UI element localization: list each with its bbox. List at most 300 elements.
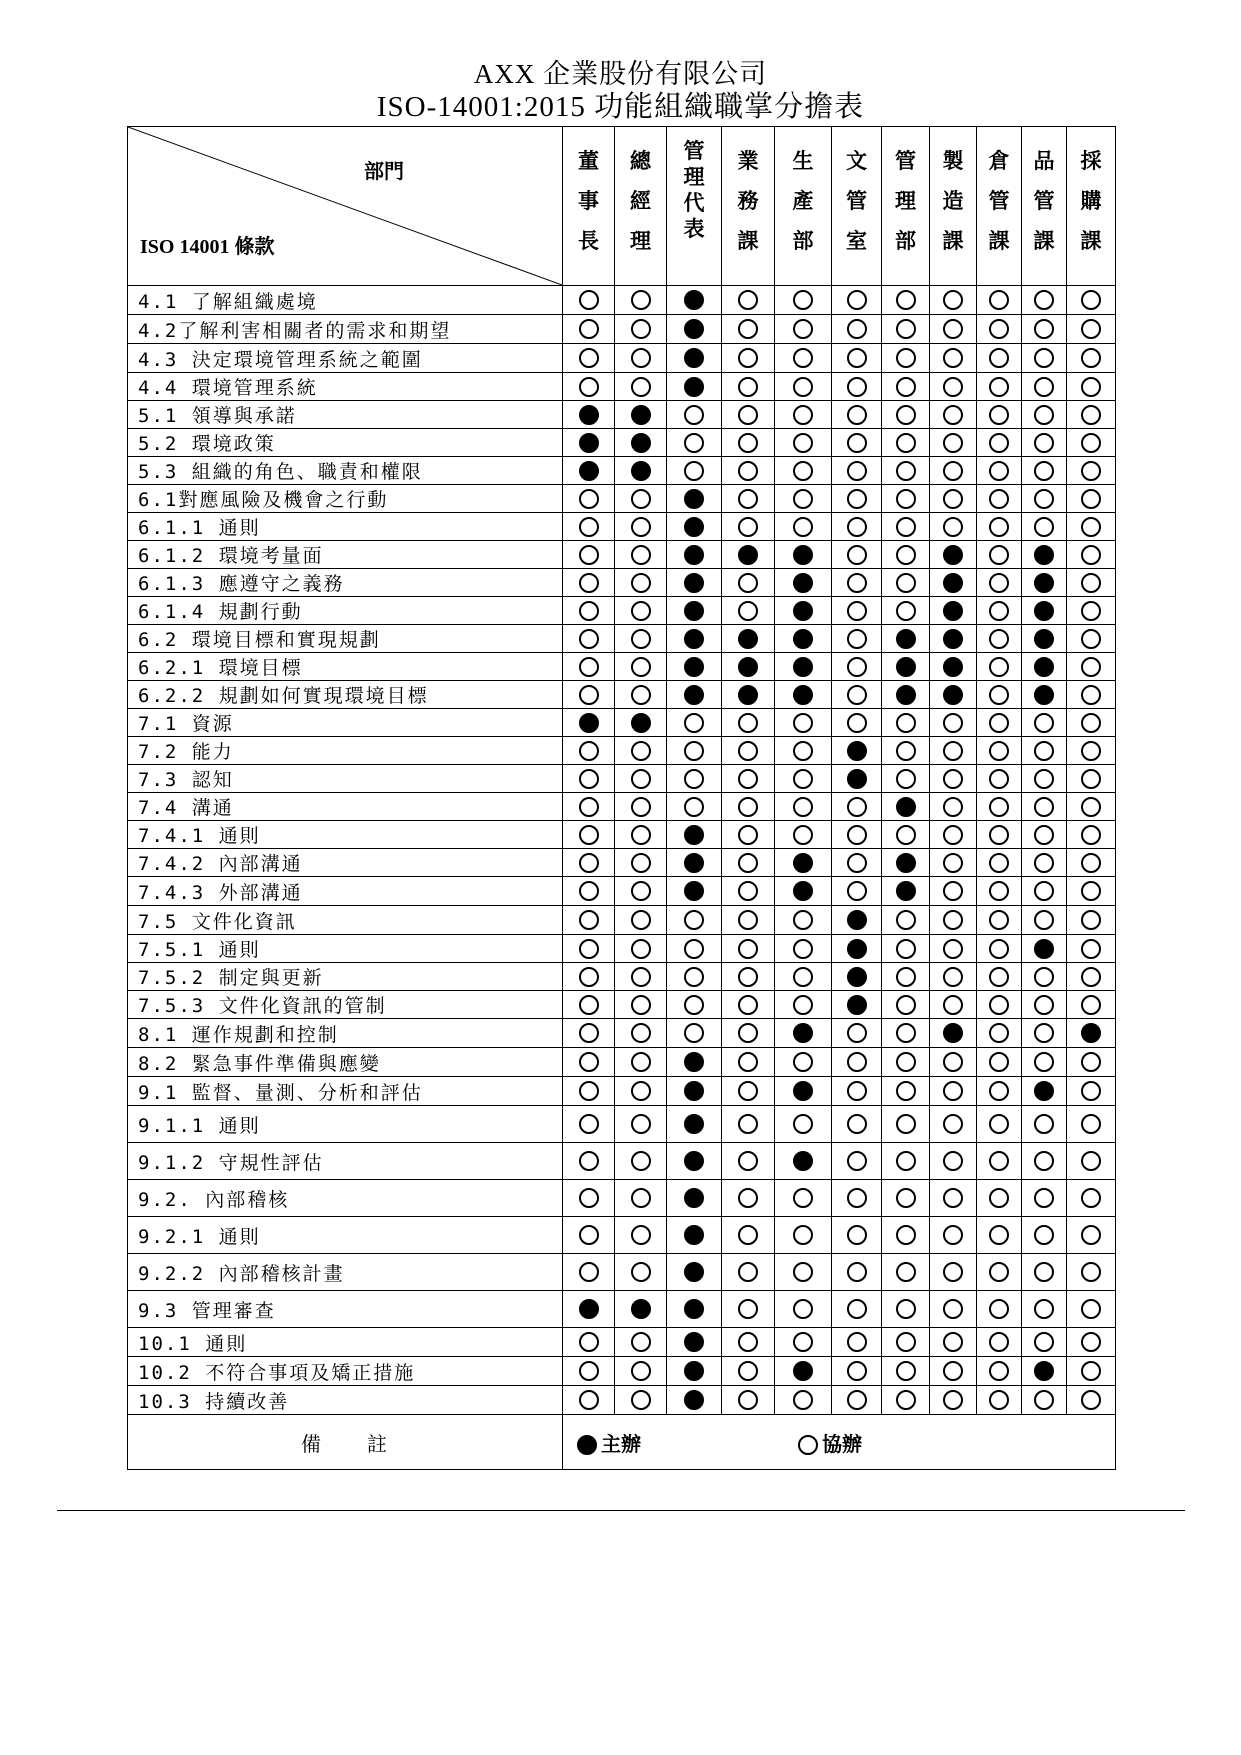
mark-cell bbox=[667, 485, 722, 513]
mark-cell bbox=[615, 709, 667, 737]
mark-cell bbox=[977, 541, 1022, 569]
table-row bbox=[128, 1077, 1116, 1106]
mark-cell bbox=[667, 344, 722, 373]
hollow-circle-icon bbox=[943, 769, 963, 789]
department-char: 務 bbox=[737, 188, 759, 213]
hollow-circle-icon bbox=[847, 517, 867, 537]
table-row bbox=[128, 1048, 1116, 1077]
mark-cell bbox=[882, 1386, 930, 1415]
hollow-circle-icon bbox=[847, 1332, 867, 1352]
department-char: 產 bbox=[792, 188, 814, 213]
hollow-circle-icon bbox=[793, 939, 813, 959]
mark-cell bbox=[667, 906, 722, 935]
mark-cell bbox=[977, 681, 1022, 709]
hollow-circle-icon bbox=[738, 1332, 758, 1352]
mark-cell bbox=[882, 963, 930, 991]
table-row bbox=[128, 935, 1116, 963]
mark-cell bbox=[775, 513, 832, 541]
table-row bbox=[128, 1254, 1116, 1291]
hollow-circle-icon bbox=[989, 910, 1009, 930]
mark-cell bbox=[1022, 1048, 1067, 1077]
hollow-circle-icon bbox=[943, 1361, 963, 1381]
mark-cell bbox=[882, 373, 930, 401]
mark-cell bbox=[930, 765, 977, 793]
hollow-circle-icon bbox=[989, 601, 1009, 621]
filled-circle-icon bbox=[684, 685, 704, 705]
clause-cell: 9.2.2 內部稽核計畫 bbox=[128, 1254, 563, 1291]
hollow-circle-icon bbox=[579, 1023, 599, 1043]
hollow-circle-icon bbox=[684, 769, 704, 789]
filled-circle-icon bbox=[579, 405, 599, 425]
hollow-circle-icon bbox=[738, 939, 758, 959]
table-row bbox=[128, 597, 1116, 625]
hollow-circle-icon bbox=[847, 1023, 867, 1043]
table-row bbox=[128, 765, 1116, 793]
mark-cell bbox=[615, 1048, 667, 1077]
hollow-circle-icon bbox=[1081, 825, 1101, 845]
hollow-circle-icon bbox=[989, 769, 1009, 789]
hollow-circle-icon bbox=[793, 1299, 813, 1319]
mark-cell bbox=[882, 1077, 930, 1106]
table-row bbox=[128, 485, 1116, 513]
filled-circle-icon bbox=[793, 573, 813, 593]
hollow-circle-icon bbox=[847, 1361, 867, 1381]
filled-circle-icon bbox=[738, 685, 758, 705]
mark-cell bbox=[667, 1106, 722, 1143]
hollow-circle-icon bbox=[896, 995, 916, 1015]
hollow-circle-icon bbox=[1081, 769, 1101, 789]
department-char: 課 bbox=[737, 228, 759, 253]
hollow-circle-icon bbox=[1034, 517, 1054, 537]
hollow-circle-icon bbox=[738, 405, 758, 425]
hollow-circle-icon bbox=[1081, 657, 1101, 677]
hollow-circle-icon bbox=[847, 405, 867, 425]
mark-cell bbox=[832, 1254, 882, 1291]
hollow-circle-icon bbox=[579, 657, 599, 677]
clause-cell: 4.2了解利害相關者的需求和期望 bbox=[128, 315, 563, 344]
hollow-circle-icon bbox=[896, 1188, 916, 1208]
hollow-circle-icon bbox=[943, 1262, 963, 1282]
hollow-circle-icon bbox=[989, 939, 1009, 959]
clause-cell: 6.1.4 規劃行動 bbox=[128, 597, 563, 625]
mark-cell bbox=[1067, 401, 1116, 429]
department-header bbox=[1022, 127, 1067, 286]
department-header bbox=[563, 127, 615, 286]
mark-cell bbox=[977, 1217, 1022, 1254]
hollow-circle-icon bbox=[1081, 573, 1101, 593]
mark-cell bbox=[1022, 1254, 1067, 1291]
hollow-circle-icon bbox=[738, 910, 758, 930]
mark-cell bbox=[775, 373, 832, 401]
mark-cell bbox=[832, 1077, 882, 1106]
document-header bbox=[0, 58, 1241, 124]
mark-cell bbox=[1022, 877, 1067, 906]
mark-cell bbox=[930, 709, 977, 737]
mark-cell bbox=[775, 1254, 832, 1291]
mark-cell bbox=[1022, 485, 1067, 513]
hollow-circle-icon bbox=[1034, 1332, 1054, 1352]
mark-cell bbox=[722, 429, 775, 457]
mark-cell bbox=[882, 1291, 930, 1328]
filled-circle-icon bbox=[684, 601, 704, 621]
department-char: 課 bbox=[1080, 228, 1102, 253]
mark-cell bbox=[977, 1106, 1022, 1143]
mark-cell bbox=[1022, 513, 1067, 541]
mark-cell bbox=[977, 286, 1022, 315]
hollow-circle-icon bbox=[943, 939, 963, 959]
filled-circle-icon bbox=[684, 1361, 704, 1381]
hollow-circle-icon bbox=[943, 461, 963, 481]
mark-cell bbox=[832, 991, 882, 1019]
clause-cell: 9.1.2 守規性評估 bbox=[128, 1143, 563, 1180]
mark-cell bbox=[615, 1180, 667, 1217]
hollow-circle-icon bbox=[1081, 517, 1101, 537]
mark-cell bbox=[1022, 963, 1067, 991]
hollow-circle-icon bbox=[896, 769, 916, 789]
filled-circle-icon bbox=[684, 1262, 704, 1282]
mark-cell bbox=[930, 1357, 977, 1386]
mark-cell bbox=[1022, 681, 1067, 709]
mark-cell bbox=[930, 681, 977, 709]
filled-circle-icon bbox=[631, 461, 651, 481]
hollow-circle-icon bbox=[738, 1262, 758, 1282]
hollow-circle-icon bbox=[943, 797, 963, 817]
hollow-circle-icon bbox=[943, 741, 963, 761]
filled-circle-icon bbox=[738, 545, 758, 565]
mark-cell bbox=[832, 315, 882, 344]
mark-cell bbox=[832, 963, 882, 991]
hollow-circle-icon bbox=[579, 797, 599, 817]
clause-cell: 9.3 管理審查 bbox=[128, 1291, 563, 1328]
hollow-circle-icon bbox=[1034, 433, 1054, 453]
mark-cell bbox=[667, 1357, 722, 1386]
hollow-circle-icon bbox=[847, 685, 867, 705]
mark-cell bbox=[930, 1143, 977, 1180]
mark-cell bbox=[667, 963, 722, 991]
hollow-circle-icon bbox=[943, 1332, 963, 1352]
mark-cell bbox=[722, 1143, 775, 1180]
mark-cell bbox=[1022, 765, 1067, 793]
filled-circle-icon bbox=[684, 489, 704, 509]
mark-cell bbox=[1067, 344, 1116, 373]
mark-cell bbox=[1022, 286, 1067, 315]
mark-cell bbox=[930, 1048, 977, 1077]
mark-cell bbox=[615, 541, 667, 569]
mark-cell bbox=[722, 286, 775, 315]
mark-cell bbox=[1022, 793, 1067, 821]
mark-cell bbox=[722, 541, 775, 569]
hollow-circle-icon bbox=[1081, 1188, 1101, 1208]
filled-circle-icon bbox=[738, 629, 758, 649]
mark-cell bbox=[832, 541, 882, 569]
mark-cell bbox=[977, 793, 1022, 821]
mark-cell bbox=[930, 963, 977, 991]
filled-circle-icon bbox=[684, 825, 704, 845]
hollow-circle-icon bbox=[989, 995, 1009, 1015]
mark-cell bbox=[977, 1180, 1022, 1217]
table-row bbox=[128, 1386, 1116, 1415]
hollow-circle-icon bbox=[943, 1390, 963, 1410]
filled-circle-icon bbox=[579, 1299, 599, 1319]
mark-cell bbox=[775, 906, 832, 935]
hollow-circle-icon bbox=[738, 319, 758, 339]
hollow-circle-icon bbox=[847, 545, 867, 565]
department-char: 課 bbox=[942, 228, 964, 253]
hollow-circle-icon bbox=[1034, 1114, 1054, 1134]
mark-cell bbox=[563, 1180, 615, 1217]
filled-circle-icon bbox=[896, 685, 916, 705]
mark-cell bbox=[1022, 373, 1067, 401]
hollow-circle-icon bbox=[1081, 967, 1101, 987]
table-row bbox=[128, 315, 1116, 344]
mark-cell bbox=[977, 1019, 1022, 1048]
mark-cell bbox=[832, 681, 882, 709]
mark-cell bbox=[615, 1328, 667, 1357]
hollow-circle-icon bbox=[1034, 967, 1054, 987]
mark-cell bbox=[722, 737, 775, 765]
hollow-circle-icon bbox=[1034, 1390, 1054, 1410]
table-row bbox=[128, 429, 1116, 457]
filled-circle-icon bbox=[943, 629, 963, 649]
hollow-circle-icon bbox=[896, 1081, 916, 1101]
hollow-circle-icon bbox=[989, 1114, 1009, 1134]
mark-cell bbox=[615, 1106, 667, 1143]
mark-cell bbox=[977, 1386, 1022, 1415]
hollow-circle-icon bbox=[989, 461, 1009, 481]
hollow-circle-icon bbox=[631, 797, 651, 817]
hollow-circle-icon bbox=[579, 1332, 599, 1352]
mark-cell bbox=[1067, 681, 1116, 709]
mark-cell bbox=[615, 1254, 667, 1291]
mark-cell bbox=[977, 963, 1022, 991]
mark-cell bbox=[1067, 1019, 1116, 1048]
mark-cell bbox=[563, 963, 615, 991]
hollow-circle-icon bbox=[943, 348, 963, 368]
mark-cell bbox=[1022, 709, 1067, 737]
hollow-circle-icon bbox=[896, 910, 916, 930]
table-row bbox=[128, 569, 1116, 597]
department-char: 理 bbox=[683, 164, 705, 189]
hollow-circle-icon bbox=[579, 348, 599, 368]
department-char: 管 bbox=[895, 148, 916, 173]
hollow-circle-icon bbox=[896, 939, 916, 959]
hollow-circle-icon bbox=[1081, 290, 1101, 310]
hollow-circle-icon bbox=[1034, 1262, 1054, 1282]
mark-cell bbox=[563, 906, 615, 935]
mark-cell bbox=[832, 625, 882, 653]
clause-cell: 7.5.1 通則 bbox=[128, 935, 563, 963]
hollow-circle-icon bbox=[1034, 1052, 1054, 1072]
department-header-label: 部門 bbox=[364, 159, 404, 183]
mark-cell bbox=[563, 541, 615, 569]
mark-cell bbox=[775, 1386, 832, 1415]
hollow-circle-icon bbox=[579, 939, 599, 959]
table-row bbox=[128, 1217, 1116, 1254]
mark-cell bbox=[775, 877, 832, 906]
department-char: 造 bbox=[942, 188, 964, 213]
mark-cell bbox=[1067, 1254, 1116, 1291]
hollow-circle-icon bbox=[943, 825, 963, 845]
mark-cell bbox=[832, 597, 882, 625]
mark-cell bbox=[1067, 991, 1116, 1019]
mark-cell bbox=[722, 1019, 775, 1048]
clause-cell: 5.3 組織的角色、職責和權限 bbox=[128, 457, 563, 485]
mark-cell bbox=[667, 1291, 722, 1328]
mark-cell bbox=[775, 991, 832, 1019]
hollow-circle-icon bbox=[631, 685, 651, 705]
hollow-circle-icon bbox=[1081, 1332, 1101, 1352]
table-row bbox=[128, 877, 1116, 906]
hollow-circle-icon bbox=[1034, 825, 1054, 845]
hollow-circle-icon bbox=[684, 405, 704, 425]
clause-cell: 6.2 環境目標和實現規劃 bbox=[128, 625, 563, 653]
hollow-circle-icon bbox=[738, 1299, 758, 1319]
hollow-circle-icon bbox=[738, 601, 758, 621]
hollow-circle-icon bbox=[579, 545, 599, 565]
hollow-circle-icon bbox=[579, 489, 599, 509]
hollow-circle-icon bbox=[738, 377, 758, 397]
hollow-circle-icon bbox=[896, 825, 916, 845]
hollow-circle-icon bbox=[847, 853, 867, 873]
mark-cell bbox=[722, 709, 775, 737]
legend-main bbox=[577, 1428, 641, 1457]
department-char: 部 bbox=[792, 228, 814, 253]
filled-circle-icon bbox=[738, 657, 758, 677]
filled-circle-icon bbox=[684, 1081, 704, 1101]
mark-cell bbox=[722, 849, 775, 877]
hollow-circle-icon bbox=[738, 825, 758, 845]
mark-cell bbox=[1067, 877, 1116, 906]
hollow-circle-icon bbox=[579, 769, 599, 789]
mark-cell bbox=[615, 1291, 667, 1328]
filled-circle-icon bbox=[847, 995, 867, 1015]
hollow-circle-icon bbox=[989, 741, 1009, 761]
mark-cell bbox=[1067, 315, 1116, 344]
mark-cell bbox=[977, 597, 1022, 625]
filled-circle-icon bbox=[579, 433, 599, 453]
hollow-circle-icon bbox=[738, 489, 758, 509]
hollow-circle-icon bbox=[579, 1361, 599, 1381]
mark-cell bbox=[930, 401, 977, 429]
mark-cell bbox=[882, 315, 930, 344]
clause-cell: 4.3 決定環境管理系統之範圍 bbox=[128, 344, 563, 373]
mark-cell bbox=[977, 935, 1022, 963]
clause-cell: 7.5.3 文件化資訊的管制 bbox=[128, 991, 563, 1019]
mark-cell bbox=[832, 429, 882, 457]
clause-cell: 9.2. 內部稽核 bbox=[128, 1180, 563, 1217]
hollow-circle-icon bbox=[989, 1151, 1009, 1171]
diagonal-divider bbox=[128, 127, 562, 285]
hollow-circle-icon bbox=[738, 797, 758, 817]
mark-cell bbox=[1067, 1077, 1116, 1106]
mark-cell bbox=[775, 849, 832, 877]
table-row bbox=[128, 991, 1116, 1019]
hollow-circle-icon bbox=[1081, 685, 1101, 705]
hollow-circle-icon bbox=[579, 853, 599, 873]
hollow-circle-icon bbox=[1034, 713, 1054, 733]
hollow-circle-icon bbox=[1034, 405, 1054, 425]
clause-cell: 7.3 認知 bbox=[128, 765, 563, 793]
hollow-circle-icon bbox=[684, 461, 704, 481]
hollow-circle-icon bbox=[989, 405, 1009, 425]
mark-cell bbox=[1022, 906, 1067, 935]
hollow-circle-icon bbox=[896, 1023, 916, 1043]
mark-cell bbox=[977, 1357, 1022, 1386]
table-row bbox=[128, 906, 1116, 935]
footer-divider bbox=[57, 1510, 1185, 1511]
hollow-circle-icon bbox=[847, 1299, 867, 1319]
hollow-circle-icon bbox=[631, 1188, 651, 1208]
hollow-circle-icon bbox=[847, 377, 867, 397]
hollow-circle-icon bbox=[989, 545, 1009, 565]
hollow-circle-icon bbox=[631, 995, 651, 1015]
mark-cell bbox=[882, 597, 930, 625]
clause-cell: 6.1.1 通則 bbox=[128, 513, 563, 541]
hollow-circle-icon bbox=[631, 348, 651, 368]
hollow-circle-icon bbox=[1081, 433, 1101, 453]
hollow-circle-icon bbox=[943, 405, 963, 425]
hollow-circle-icon bbox=[896, 517, 916, 537]
mark-cell bbox=[722, 569, 775, 597]
mark-cell bbox=[832, 1357, 882, 1386]
mark-cell bbox=[882, 765, 930, 793]
mark-cell bbox=[775, 541, 832, 569]
mark-cell bbox=[1067, 1328, 1116, 1357]
hollow-circle-icon bbox=[1081, 377, 1101, 397]
hollow-circle-icon bbox=[631, 1262, 651, 1282]
hollow-circle-icon bbox=[989, 1052, 1009, 1072]
hollow-circle-icon bbox=[793, 1052, 813, 1072]
filled-circle-icon bbox=[631, 713, 651, 733]
clause-cell: 9.2.1 通則 bbox=[128, 1217, 563, 1254]
clause-cell: 8.2 緊急事件準備與應變 bbox=[128, 1048, 563, 1077]
hollow-circle-icon bbox=[579, 517, 599, 537]
clause-cell: 10.1 通則 bbox=[128, 1328, 563, 1357]
mark-cell bbox=[667, 877, 722, 906]
clause-cell: 7.4.1 通則 bbox=[128, 821, 563, 849]
mark-cell bbox=[667, 597, 722, 625]
hollow-circle-icon bbox=[943, 517, 963, 537]
mark-cell bbox=[615, 681, 667, 709]
hollow-circle-icon bbox=[896, 433, 916, 453]
mark-cell bbox=[775, 935, 832, 963]
hollow-circle-icon bbox=[579, 741, 599, 761]
mark-cell bbox=[1067, 541, 1116, 569]
mark-cell bbox=[563, 681, 615, 709]
department-char: 總 bbox=[630, 148, 651, 173]
hollow-circle-icon bbox=[1034, 853, 1054, 873]
department-char: 理 bbox=[630, 228, 651, 253]
mark-cell bbox=[1022, 1143, 1067, 1180]
mark-cell bbox=[722, 1328, 775, 1357]
filled-circle-icon bbox=[631, 433, 651, 453]
hollow-circle-icon bbox=[989, 1262, 1009, 1282]
mark-cell bbox=[930, 653, 977, 681]
mark-cell bbox=[775, 1291, 832, 1328]
hollow-circle-icon bbox=[896, 713, 916, 733]
mark-cell bbox=[722, 1291, 775, 1328]
hollow-circle-icon bbox=[793, 290, 813, 310]
mark-cell bbox=[563, 1019, 615, 1048]
clause-cell: 4.4 環境管理系統 bbox=[128, 373, 563, 401]
mark-cell bbox=[615, 935, 667, 963]
hollow-circle-icon bbox=[896, 319, 916, 339]
mark-cell bbox=[977, 485, 1022, 513]
mark-cell bbox=[882, 429, 930, 457]
mark-cell bbox=[832, 709, 882, 737]
hollow-circle-icon bbox=[738, 881, 758, 901]
hollow-circle-icon bbox=[793, 713, 813, 733]
